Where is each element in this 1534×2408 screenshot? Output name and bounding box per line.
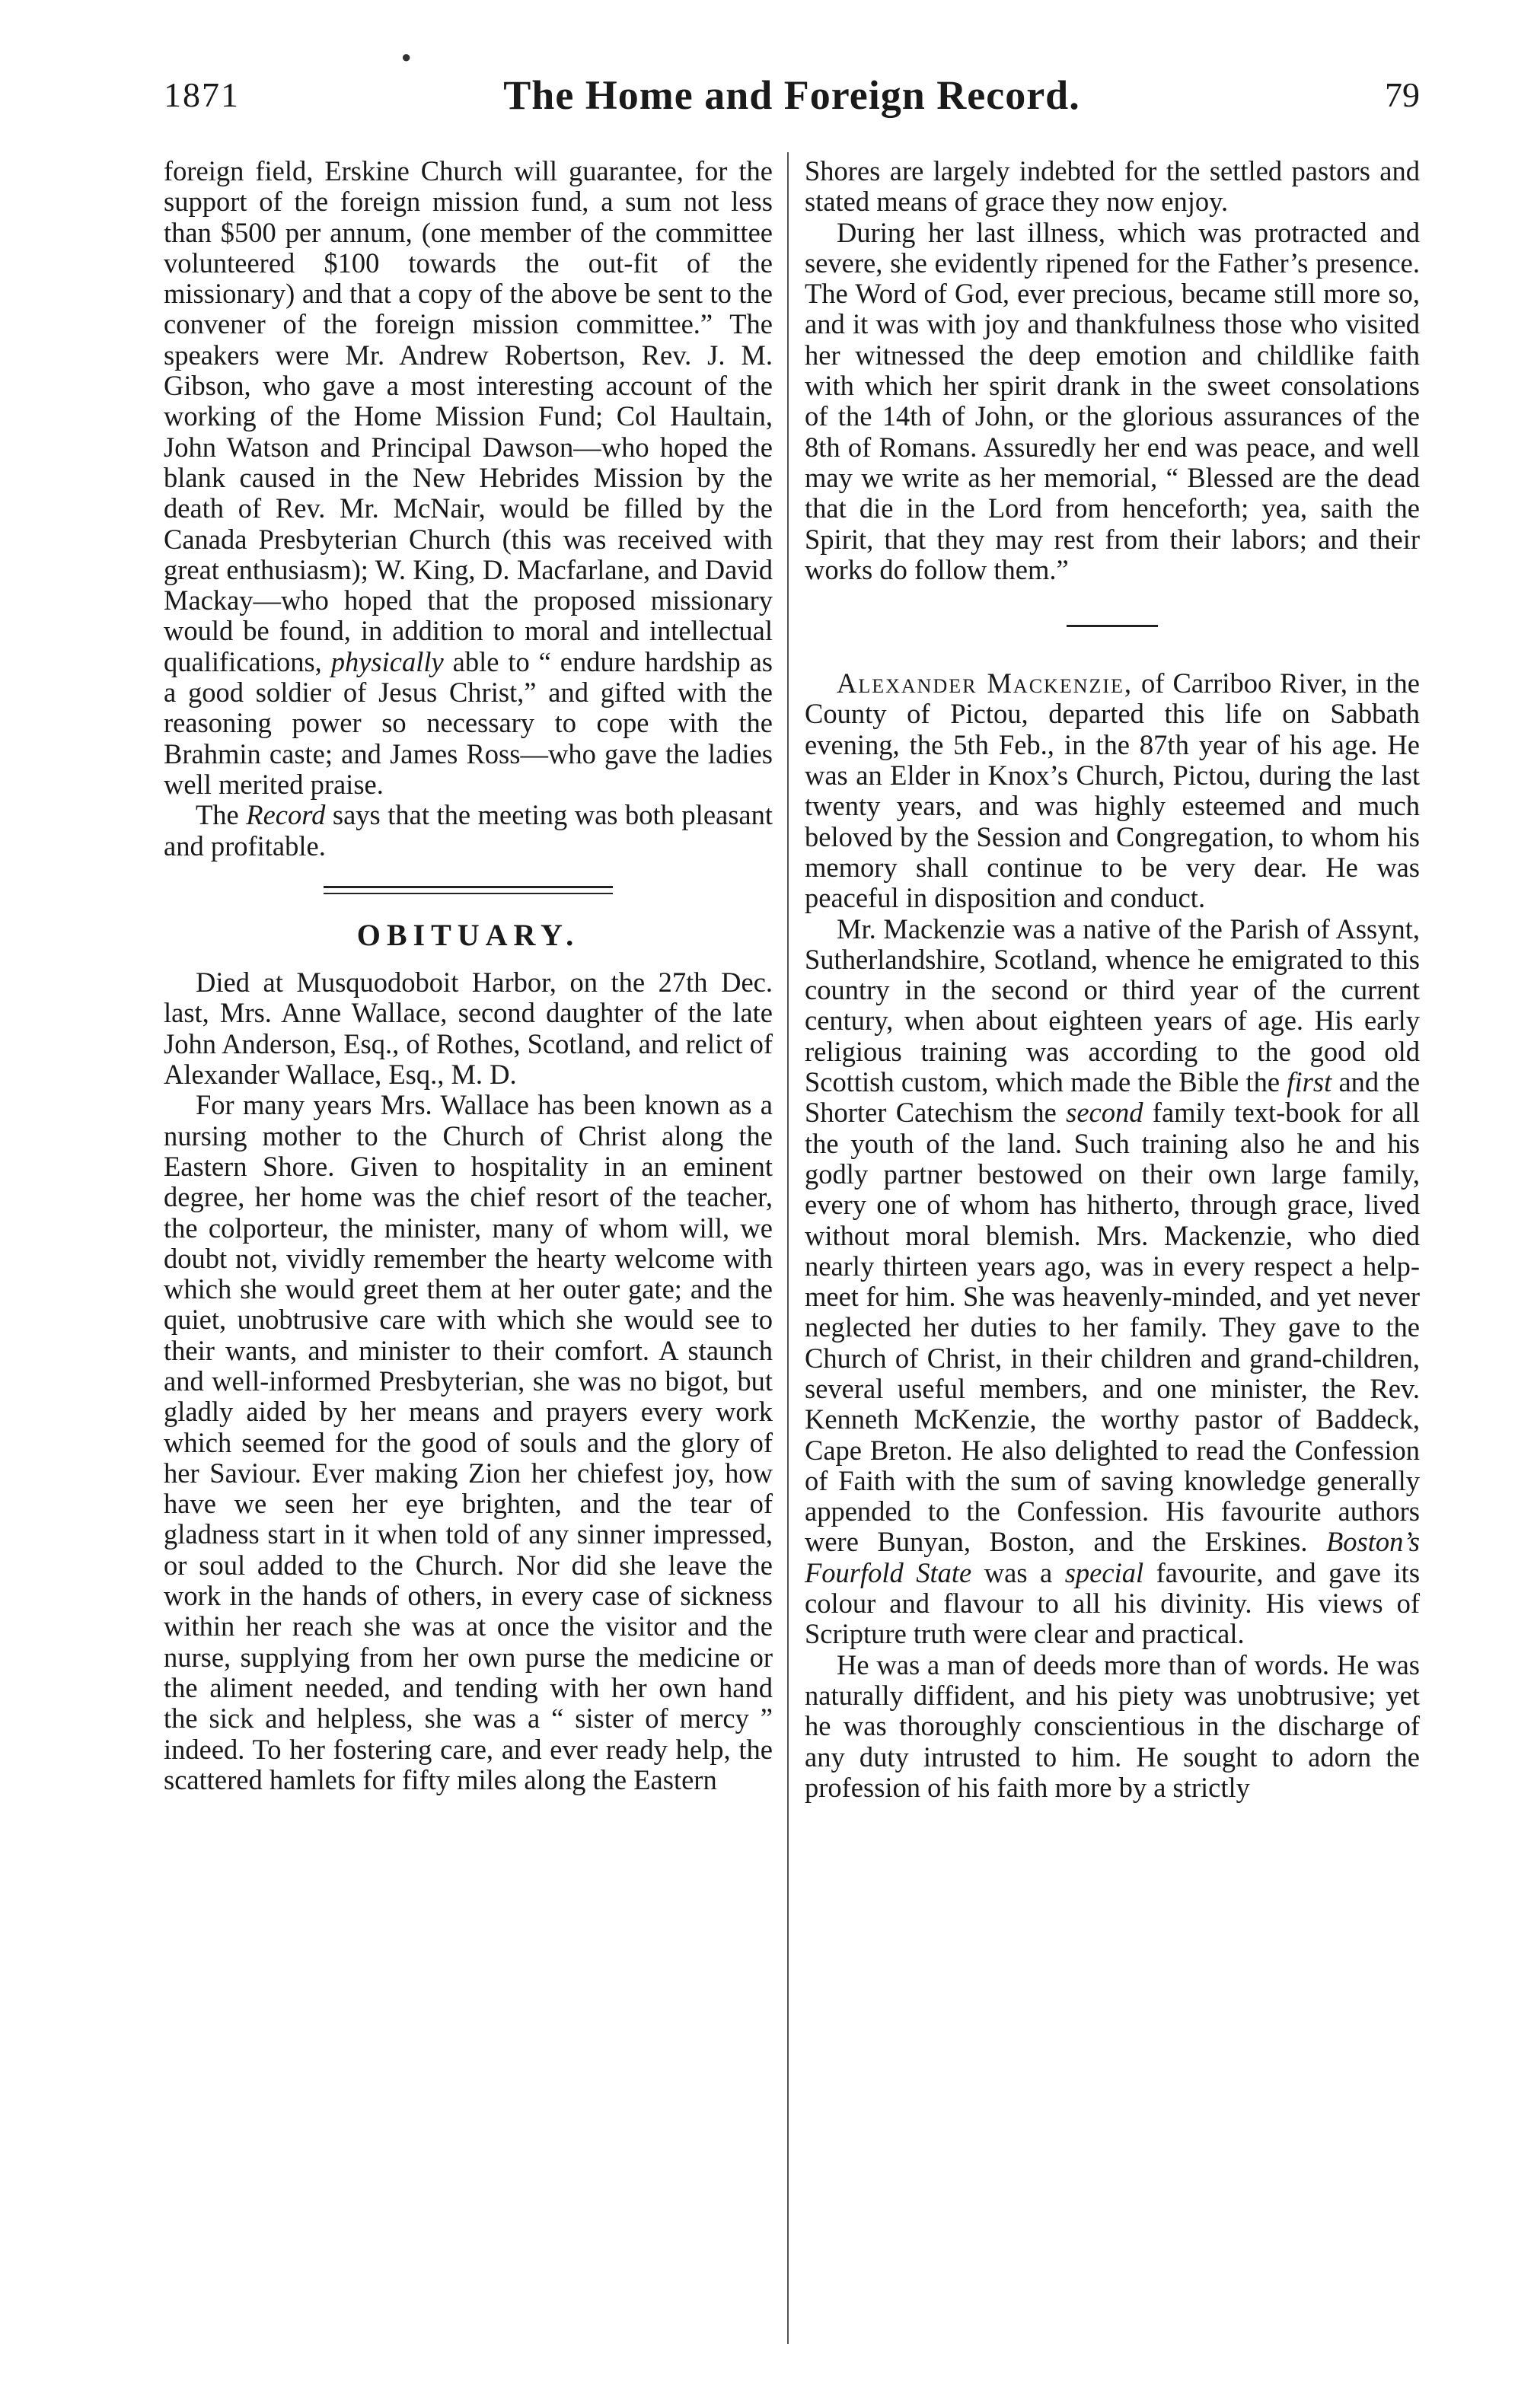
- page-header: [164, 72, 1420, 128]
- meeting-report-paragraph: foreign field, Erskine Church will guarantee, for the support of the foreign mission fund, a sum not less than $500 per annum, (one member of the committee volunteered $100 towards the out-fit of the missionary) and that a copy of the above be sent to the convener of the foreign mission committee.” The speakers were Mr. Andrew Robertson, Rev. J. M. Gibson, who gave a most interesting account of the working of the Home Mission Fund; Col Haultain, John Watson and Principal Dawson—who hoped the blank caused in the New Hebrides Mission by the death of Rev. Mr. McNair, would be filled by the Canada Presbyterian Church (this was received with great enthusiasm); W. King, D. Macfarlane, and David Mackay—who hoped that the proposed missionary would be found, in addition to moral and intellectual qualifications, physically able to “ endure hardship as a good soldier of Jesus Christ,” and gifted with the reasoning power so necessary to cope with the Brahmin caste; and James Ross—who gave the ladies well merited praise.: [164, 155, 773, 800]
- right-column: [805, 156, 1420, 1803]
- record-remark-paragraph: The Record says that the meeting was both pleasant and profitable.: [164, 799, 773, 862]
- obituary-mackenzie-biography: Mr. Mackenzie was a native of the Parish of Assynt, Sutherlandshire, Scotland, whence he emigrated to this country in the second or third year of the current century, when about eighteen years of age. His early religious training was according to the good old Scottish custom, which made the Bible the first and the Shorter Catechism the second family text-book for all the youth of the land. Such training also he and his godly partner bestowed on their own large family, every one of whom has hitherto, through grace, lived without moral blemish. Mrs. Mackenzie, who died nearly thirteen years ago, was in every respect a help-meet for him. She was heavenly-minded, and yet never neglected her duties to her family. They gave to the Church of Christ, in their children and grand-children, several useful members, and one minister, the Rev. Kenneth McKenzie, the worthy pastor of Baddeck, Cape Breton. He also delighted to read the Confession of Faith with the sum of saving knowledge generally appended to the Confession. His favourite authors were Bunyan, Boston, and the Erskines. Boston’s Fourfold State was a special favourite, and gave its colour and flavour to all his divinity. His views of Scripture truth were clear and practical.: [805, 913, 1421, 1650]
- page-number: 79: [1385, 75, 1420, 114]
- journal-title: The Home and Foreign Record.: [503, 72, 1080, 118]
- print-speck: ●: [401, 47, 412, 66]
- column-divider: [787, 152, 789, 2344]
- obituary-divider: [1067, 625, 1158, 627]
- header-year: 1871: [164, 75, 240, 114]
- section-divider: [324, 886, 613, 894]
- obituary-wallace-body: For many years Mrs. Wallace has been known as a nursing mother to the Church of Christ along the Eastern Shore. Given to hospitality in an eminent degree, her home was the chief resort of the teacher, the colporteur, the minister, many of whom will, we doubt not, vividly remember the hearty welcome with which she would greet them at her outer gate; and the quiet, unobtrusive care with which she would see to their wants, and minister to their comfort. A staunch and well-informed Presbyterian, she was no bigot, but gladly aided by her means and prayers every work which seemed for the good of souls and the glory of her Saviour. Ever making Zion her chiefest joy, how have we seen her eye brighten, and the tear of gladness start in it when told of any sinner impressed, or soul added to the Church. Nor did she leave the work in the hands of others, in every case of sickness within her reach she was at once the visitor and the nurse, supplying from her own purse the medicine or the aliment needed, and tending with her own hand the sick and helpless, she was a “ sister of mercy ” indeed. To her fostering care, and ever ready help, the scattered hamlets for fifty miles along the Eastern: [164, 1089, 773, 1795]
- obituary-mackenzie-character: He was a man of deeds more than of words. He was naturally diffident, and his piety was unobtrusive; yet he was thoroughly conscientious in the discharge of any duty intrusted to him. He sought to adorn the profession of his faith more by a strictly: [805, 1648, 1420, 1803]
- left-column: [164, 156, 773, 1795]
- obituary-mackenzie-intro: Alexander Mackenzie, of Carriboo River, in the County of Pictou, departed this life on Sabbath evening, the 5th Feb., in the 87th year of his age. He was an Elder in Knox’s Church, Pictou, during the last twenty years, and was highly esteemed and much beloved by the Session and Congregation, to whom his memory shall continue to be very dear. He was peaceful in disposition and conduct.: [805, 667, 1420, 914]
- obituary-wallace-continued: Shores are largely indebted for the settled pastors and stated means of grace they now enjoy.: [805, 155, 1420, 218]
- obituary-wallace-last-illness: During her last illness, which was protracted and severe, she evidently ripened for the Father’s presence. The Word of God, ever precious, became still more so, and it was with joy and thankfulness those who visited her witnessed the deep emotion and childlike faith with which her spirit drank in the sweet consolations of the 14th of John, or the glorious assurances of the 8th of Romans. Assuredly her end was peace, and well may we write as her memorial, “ Blessed are the dead that die in the Lord from henceforth; yea, saith the Spirit, that they may rest from their labors; and their works do follow them.”: [805, 216, 1420, 585]
- obituary-wallace-intro: Died at Musquodoboit Harbor, on the 27th Dec. last, Mrs. Anne Wallace, second daughter of the late John Anderson, Esq., of Rothes, Scotland, and relict of Alexander Wallace, Esq., M. D.: [164, 967, 773, 1091]
- section-title-obituary: OBITUARY.: [356, 917, 580, 952]
